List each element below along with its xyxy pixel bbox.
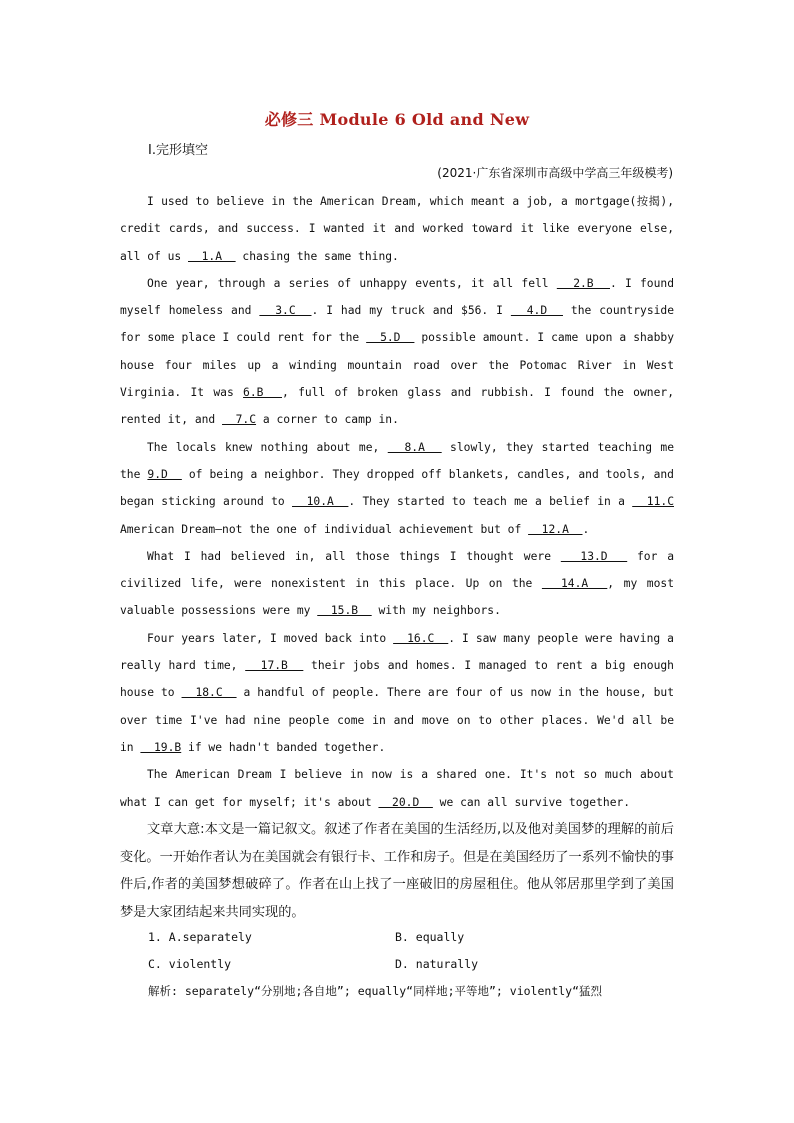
answer-blank: 11.C [632,495,674,509]
answer-blank: 20.D [378,795,433,809]
passage-text: possible amount. I came upon a shabby house four miles up a winding mountain road over the Potomac River in West Virginia. It was [120,331,675,400]
answer-blank: 18.C [181,686,237,700]
passage-text: . I had my truck and $56. I [311,304,511,318]
option-b: B. equally [395,930,465,944]
answer-blank: 5.D [366,331,415,345]
answer-blank: 6.B [243,386,282,400]
passage-paragraph [120,270,674,434]
passage-text: for a civilized life, were nonexistent in this place. Up on the [120,549,674,591]
question-options [148,924,674,978]
passage-text: . I saw many people were having a really hard time, [120,631,674,673]
passage-text: The locals knew nothing about me, [147,440,388,454]
cloze-passage [120,188,674,816]
passage-text: I used to believe in the American Dream, which meant a job, a mortgage(按揭), credit cards, and success. I wanted it and worked toward it like everyone else, all of us [120,195,674,263]
passage-text: . I found myself homeless and [120,276,674,318]
option-c: C. violently [148,957,232,971]
answer-blank: 16.C [393,631,449,645]
answer-blank: 12.A [528,522,583,536]
summary-text: 文章大意:本文是一篇记叙文。叙述了作者在美国的生活经历,以及他对美国梦的理解的前后变化。一开始作者认为在美国就会有银行卡、工作和房子。但是在美国经历了一系列不愉快的事件后,作者的美国梦想破碎了。作者在山上找了一座破旧的房屋租住。他从邻居那里学到了美国梦是大家团结起来共同实现的。 [120,822,674,920]
passage-text: . [582,522,590,536]
passage-text: Four years later, I moved back into [147,631,394,645]
answer-blank: 9.D [147,467,182,481]
passage-text: of being a neighbor. They dropped off blankets, candles, and tools, and began sticking around to [120,467,674,509]
section-heading: Ⅰ.完形填空 [148,143,208,158]
answer-blank: 13.D [560,549,628,563]
passage-text: we can all survive together. [432,795,631,809]
analysis-text: 解析: separately“分别地;各自地”; equally“同样地;平等地”; violently“猛烈 [148,984,603,998]
answer-blank: 3.C [259,304,312,318]
passage-text: their jobs and homes. I managed to rent a big enough house to [120,659,674,700]
answer-blank: 4.D [510,304,563,318]
passage-text: One year, through a series of unhappy events, it all fell [147,276,557,290]
answer-blank: 8.A [387,440,442,454]
source-note: (2021·广东省深圳市高级中学高三年级模考) [437,166,673,180]
answer-blank: 17.B [245,659,304,673]
passage-text: The American Dream I believe in now is a shared one. It's not so much about what I can get for myself; it's about [120,768,674,809]
passage-text: the countryside for some place I could rent for the [120,304,675,345]
passage-text: slowly, they started teaching me the [120,440,675,481]
option-a: 1. A.separately [148,930,252,944]
option-d: D. naturally [395,957,479,971]
passage-text: with my neighbors. [371,604,501,618]
passage-paragraph [120,761,674,816]
passage-summary [120,816,674,926]
passage-text: American Dream—not the one of individual achievement but of [120,522,529,536]
passage-paragraph [120,434,674,543]
answer-blank: 7.C [222,413,257,427]
answer-blank: 2.B [556,276,610,290]
page-title: 必修三 Module 6 Old and New [264,110,530,129]
passage-text: a handful of people. There are four of us now in the house, but over time I've had nine people come in and move on to other places. We'd all be in [120,686,674,754]
options-row-2 [148,951,674,978]
passage-paragraph [120,543,674,625]
answer-blank: 1.A [188,249,236,263]
answer-blank: 15.B [317,604,372,618]
passage-text: What I had believed in, all those things I thought were [147,549,561,563]
passage-text: if we hadn't banded together. [181,740,386,754]
passage-text: a corner to camp in. [256,413,399,427]
answer-blank: 10.A [292,495,349,509]
passage-text: , full of broken glass and rubbish. I found the owner, rented it, and [120,386,674,427]
answer-blank: 19.B [140,740,182,754]
options-row-1 [148,924,674,951]
passage-text: , my most valuable possessions were my [120,577,674,618]
passage-paragraph [120,625,674,761]
passage-text: chasing the same thing. [235,249,399,263]
passage-paragraph [120,188,674,270]
answer-blank: 14.A [541,577,608,591]
passage-text: . They started to teach me a belief in a [348,495,633,509]
